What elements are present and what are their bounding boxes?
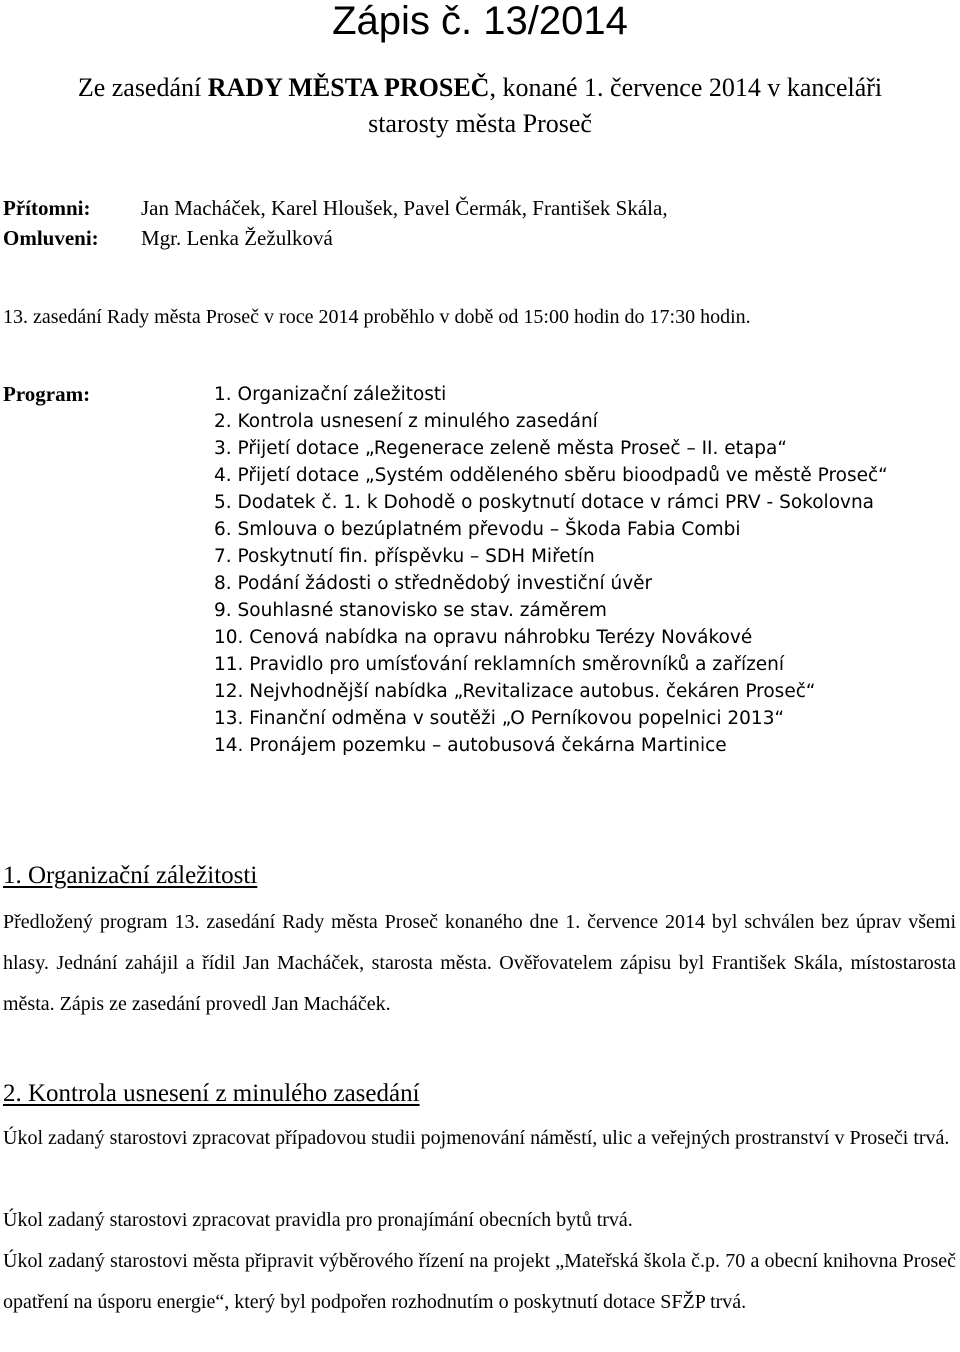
program-item: 1. Organizační záležitosti <box>214 384 447 405</box>
section-heading-organizational: 1. Organizační záležitosti <box>3 862 258 889</box>
program-item: 10. Cenová nabídka na opravu náhrobku Terézy Novákové <box>214 627 753 648</box>
section-paragraph: Úkol zadaný starostovi města připravit výběrového řízení na projekt „Mateřská škola č.p. 70 a obecní knihovna Proseč opatření na úsporu energie“, který byl podpořen rozhodnutím o poskytnutí dotace SFŽP trvá. <box>3 1250 956 1313</box>
excused-label: Omluveni: <box>3 226 99 250</box>
program-label: Program: <box>3 382 91 406</box>
document-title: Zápis č. 13/2014 <box>332 0 628 43</box>
section-paragraph: Úkol zadaný starostovi zpracovat pravidla pro pronajímání obecních bytů trvá. <box>3 1209 633 1231</box>
present-value: Jan Macháček, Karel Hloušek, Pavel Čermák, František Skála, <box>141 196 668 220</box>
program-item: 3. Přijetí dotace „Regenerace zeleně města Proseč – II. etapa“ <box>214 438 787 459</box>
council-name: RADY MĚSTA PROSEČ <box>207 73 490 102</box>
section-heading-resolution-review: 2. Kontrola usnesení z minulého zasedání <box>3 1080 420 1107</box>
program-item: 11. Pravidlo pro umísťování reklamních směrovníků a zařízení <box>214 654 785 675</box>
subtitle-line-2: starosty města Proseč <box>368 109 592 138</box>
program-item: 13. Finanční odměna v soutěži „O Perníkovou popelnici 2013“ <box>214 708 785 729</box>
document-subtitle <box>0 70 960 142</box>
subtitle-line-1 <box>0 70 960 106</box>
program-item: 7. Poskytnutí fin. příspěvku – SDH Miřetín <box>214 546 595 567</box>
section-paragraph: Úkol zadaný starostovi zpracovat případovou studii pojmenování náměstí, ulic a veřejných prostranství v Proseči trvá. <box>3 1127 950 1149</box>
excused-value: Mgr. Lenka Žežulková <box>141 226 333 250</box>
subtitle-prefix: Ze zasedání <box>77 73 208 102</box>
subtitle-suffix: , konané 1. července 2014 v kanceláři <box>489 73 883 102</box>
program-item: 5. Dodatek č. 1. k Dohodě o poskytnutí dotace v rámci PRV - Sokolovna <box>214 492 875 513</box>
program-item: 6. Smlouva o bezúplatném převodu – Škoda Fabia Combi <box>214 519 741 540</box>
present-label: Přítomni: <box>3 196 91 220</box>
program-item: 12. Nejvhodnější nabídka „Revitalizace autobus. čekáren Proseč“ <box>214 681 816 702</box>
program-item: 14. Pronájem pozemku – autobusová čekárna Martinice <box>214 735 727 756</box>
program-item: 8. Podání žádosti o střednědobý investiční úvěr <box>214 573 653 594</box>
session-info: 13. zasedání Rady města Proseč v roce 2014 proběhlo v době od 15:00 hodin do 17:30 hodin. <box>3 306 751 328</box>
program-item: 2. Kontrola usnesení z minulého zasedání <box>214 411 598 432</box>
program-item: 4. Přijetí dotace „Systém odděleného sběru bioodpadů ve městě Proseč“ <box>214 465 888 486</box>
section-paragraph: Předložený program 13. zasedání Rady města Proseč konaného dne 1. července 2014 byl schválen bez úprav všemi hlasy. Jednání zahájil a řídil Jan Macháček, starosta města. Ověřovatelem zápisu byl František Skála, místostarosta města. Zápis ze zasedání provedl Jan Macháček. <box>3 911 956 1015</box>
program-list <box>214 381 888 759</box>
program-item: 9. Souhlasné stanovisko se stav. záměrem <box>214 600 607 621</box>
